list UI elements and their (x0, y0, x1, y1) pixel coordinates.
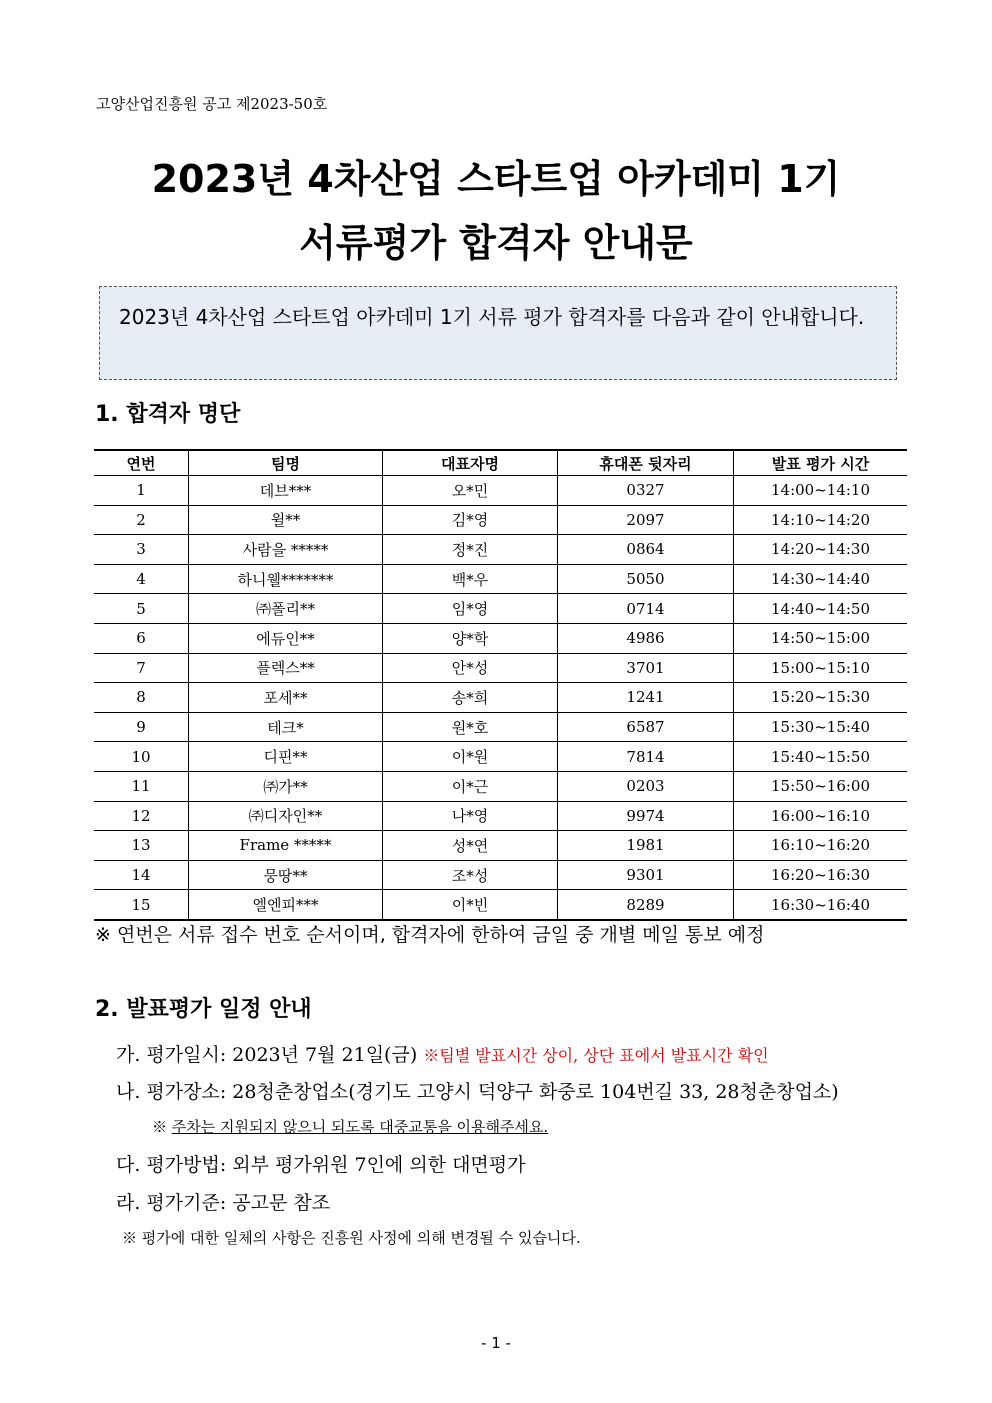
table-row (94, 771, 907, 801)
phone-suffix-cell: 9301 (558, 860, 734, 890)
notice-number: 고양산업진흥원 공고 제2023-50호 (96, 95, 328, 113)
intro-box (99, 286, 897, 380)
table-row (94, 564, 907, 594)
phone-suffix-cell: 2097 (558, 505, 734, 535)
phone-suffix-cell: 6587 (558, 712, 734, 742)
table-row (94, 860, 907, 890)
representative-cell: 송*희 (383, 683, 558, 713)
team-name-cell: ㈜가** (189, 771, 383, 801)
representative-cell: 조*성 (383, 860, 558, 890)
table-note: ※ 연번은 서류 접수 번호 순서이며, 합격자에 한하여 금일 중 개별 메일 통보 예정 (95, 924, 765, 946)
phone-suffix-cell: 1241 (558, 683, 734, 713)
row-number-cell: 15 (94, 890, 189, 920)
table-row (94, 505, 907, 535)
row-number-cell: 13 (94, 831, 189, 861)
table-row (94, 831, 907, 861)
representative-cell: 김*영 (383, 505, 558, 535)
document-title-line2: 서류평가 합격자 안내문 (299, 221, 693, 265)
table-row (94, 683, 907, 713)
parking-note (152, 1116, 548, 1137)
team-name-cell: ㈜디자인** (189, 801, 383, 831)
presentation-time-cell: 15:40~15:50 (734, 742, 908, 772)
team-name-cell: Frame ***** (189, 831, 383, 861)
representative-cell: 양*학 (383, 623, 558, 653)
row-number-cell: 10 (94, 742, 189, 772)
team-name-cell: 테크* (189, 712, 383, 742)
table-row (94, 623, 907, 653)
row-number-cell: 2 (94, 505, 189, 535)
representative-cell: 이*빈 (383, 890, 558, 920)
column-header: 휴대폰 뒷자리 (558, 450, 734, 476)
row-number-cell: 9 (94, 712, 189, 742)
phone-suffix-cell: 0864 (558, 535, 734, 565)
intro-text: 2023년 4차산업 스타트업 아카데미 1기 서류 평가 합격자를 다음과 같이 안내합니다. (119, 305, 865, 329)
row-number-cell: 12 (94, 801, 189, 831)
presentation-time-cell: 15:00~15:10 (734, 653, 908, 683)
table-row (94, 801, 907, 831)
presentation-time-cell: 16:20~16:30 (734, 860, 908, 890)
phone-suffix-cell: 0203 (558, 771, 734, 801)
column-header: 발표 평가 시간 (734, 450, 908, 476)
representative-cell: 원*호 (383, 712, 558, 742)
page-number: - 1 - (481, 1334, 511, 1352)
presentation-time-cell: 14:00~14:10 (734, 476, 908, 506)
table-body (94, 476, 907, 920)
parking-note-text: 주차는 지원되지 않으니 되도록 대중교통을 이용해주세요. (171, 1118, 549, 1136)
team-name-cell: 하니웰******* (189, 564, 383, 594)
column-header: 연번 (94, 450, 189, 476)
team-name-cell: ㈜폴리** (189, 594, 383, 624)
team-name-cell: 사람을 ***** (189, 535, 383, 565)
phone-suffix-cell: 9974 (558, 801, 734, 831)
passer-table (94, 449, 907, 921)
schedule-place: 나. 평가장소: 28청춘창업소(경기도 고양시 덕양구 화중로 104번길 33, 28청춘창업소) (116, 1081, 839, 1103)
phone-suffix-cell: 1981 (558, 831, 734, 861)
column-header: 팀명 (189, 450, 383, 476)
phone-suffix-cell: 0714 (558, 594, 734, 624)
parking-note-mark: ※ (152, 1118, 168, 1136)
team-name-cell: 플렉스** (189, 653, 383, 683)
column-header: 대표자명 (383, 450, 558, 476)
representative-cell: 나*영 (383, 801, 558, 831)
presentation-time-cell: 14:50~15:00 (734, 623, 908, 653)
representative-cell: 안*성 (383, 653, 558, 683)
representative-cell: 백*우 (383, 564, 558, 594)
team-name-cell: 디핀** (189, 742, 383, 772)
schedule-date-warning: ※팀별 발표시간 상이, 상단 표에서 발표시간 확인 (423, 1046, 769, 1065)
team-name-cell: 포세** (189, 683, 383, 713)
row-number-cell: 4 (94, 564, 189, 594)
change-note: ※ 평가에 대한 일체의 사항은 진흥원 사정에 의해 변경될 수 있습니다. (122, 1229, 581, 1247)
representative-cell: 오*민 (383, 476, 558, 506)
document-title-line1: 2023년 4차산업 스타트업 아카데미 1기 (151, 157, 841, 201)
row-number-cell: 6 (94, 623, 189, 653)
phone-suffix-cell: 7814 (558, 742, 734, 772)
section1-heading: 1. 합격자 명단 (95, 402, 241, 427)
representative-cell: 이*원 (383, 742, 558, 772)
presentation-time-cell: 15:30~15:40 (734, 712, 908, 742)
phone-suffix-cell: 8289 (558, 890, 734, 920)
presentation-time-cell: 14:40~14:50 (734, 594, 908, 624)
presentation-time-cell: 16:00~16:10 (734, 801, 908, 831)
team-name-cell: 뭉땅** (189, 860, 383, 890)
phone-suffix-cell: 0327 (558, 476, 734, 506)
representative-cell: 성*연 (383, 831, 558, 861)
team-name-cell: 엘엔피*** (189, 890, 383, 920)
row-number-cell: 7 (94, 653, 189, 683)
section2-heading: 2. 발표평가 일정 안내 (95, 997, 312, 1022)
presentation-time-cell: 15:20~15:30 (734, 683, 908, 713)
team-name-cell: 데브*** (189, 476, 383, 506)
table-row (94, 535, 907, 565)
presentation-time-cell: 14:30~14:40 (734, 564, 908, 594)
phone-suffix-cell: 5050 (558, 564, 734, 594)
schedule-date (116, 1040, 769, 1067)
row-number-cell: 1 (94, 476, 189, 506)
table-header-row (94, 450, 907, 476)
schedule-date-text: 가. 평가일시: 2023년 7월 21일(금) (116, 1044, 418, 1066)
team-name-cell: 에듀인** (189, 623, 383, 653)
row-number-cell: 14 (94, 860, 189, 890)
row-number-cell: 8 (94, 683, 189, 713)
row-number-cell: 3 (94, 535, 189, 565)
phone-suffix-cell: 4986 (558, 623, 734, 653)
table-row (94, 653, 907, 683)
presentation-time-cell: 15:50~16:00 (734, 771, 908, 801)
table-row (94, 594, 907, 624)
team-name-cell: 윌** (189, 505, 383, 535)
presentation-time-cell: 16:30~16:40 (734, 890, 908, 920)
row-number-cell: 5 (94, 594, 189, 624)
presentation-time-cell: 14:20~14:30 (734, 535, 908, 565)
representative-cell: 정*진 (383, 535, 558, 565)
table-row (94, 890, 907, 920)
table-row (94, 476, 907, 506)
presentation-time-cell: 14:10~14:20 (734, 505, 908, 535)
representative-cell: 이*근 (383, 771, 558, 801)
presentation-time-cell: 16:10~16:20 (734, 831, 908, 861)
row-number-cell: 11 (94, 771, 189, 801)
table-row (94, 742, 907, 772)
representative-cell: 임*영 (383, 594, 558, 624)
table-row (94, 712, 907, 742)
schedule-criteria: 라. 평가기준: 공고문 참조 (116, 1192, 331, 1214)
schedule-method: 다. 평가방법: 외부 평가위원 7인에 의한 대면평가 (116, 1154, 526, 1176)
phone-suffix-cell: 3701 (558, 653, 734, 683)
